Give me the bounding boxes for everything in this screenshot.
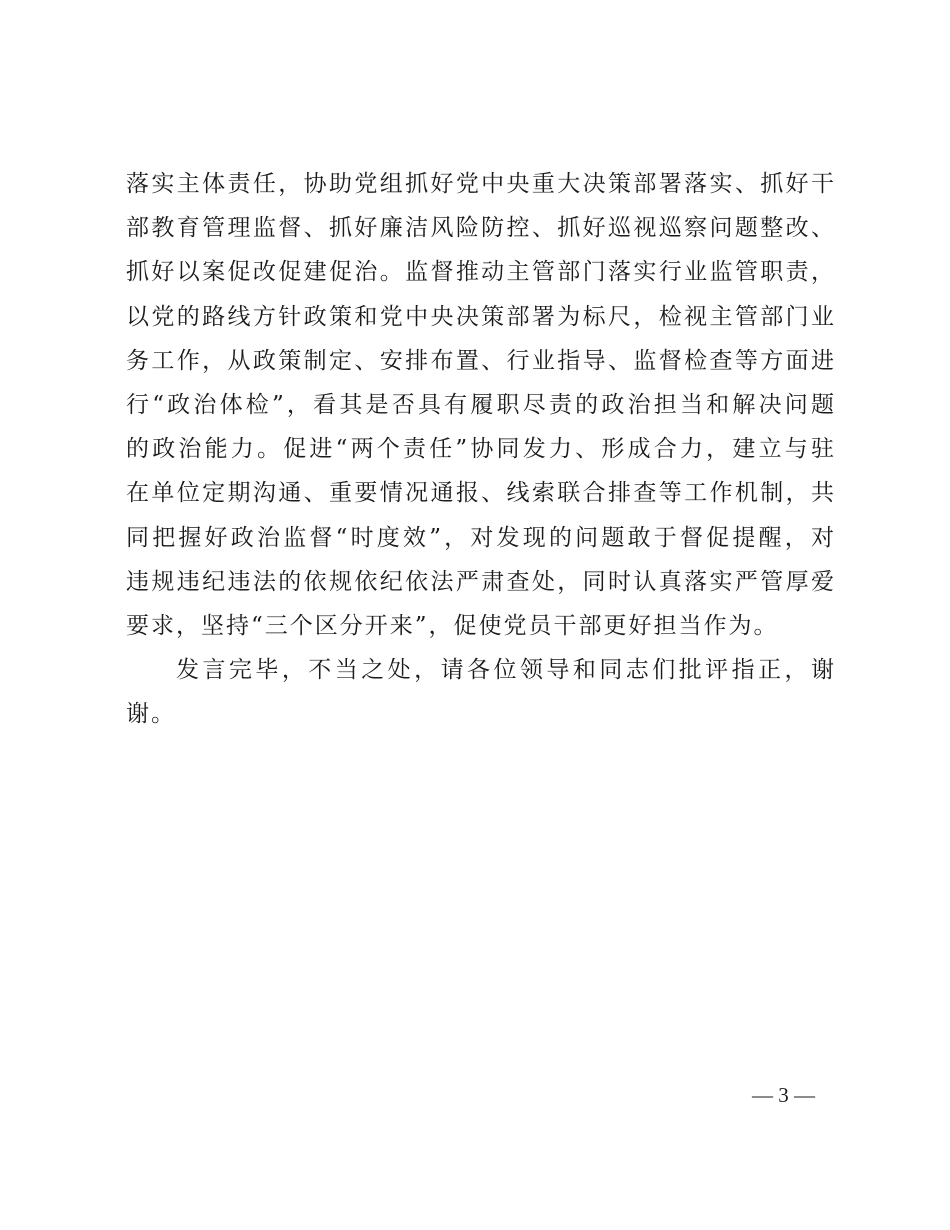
text-line: 在单位定期沟通、重要情况通报、线索联合排查等工作机制，共 (126, 480, 836, 507)
text-line: 落实主体责任，协助党组抓好党中央重大决策部署落实、抓好干 (126, 171, 836, 197)
text-line: 违规违纪违法的依规依纪依法严肃查处，同时认真落实严管厚爱 (126, 568, 836, 595)
text-line: 发言完毕，不当之处，请各位领导和同志们批评指正，谢 (176, 657, 836, 684)
text-line: 部教育管理监督、抓好廉洁风险防控、抓好巡视巡察问题整改、 (126, 215, 836, 242)
text-line: 的政治能力。促进“两个责任”协同发力、形成合力，建立与驻 (126, 436, 836, 463)
paragraph-closing (126, 648, 836, 736)
paragraph-responsibility (126, 162, 836, 648)
text-line: 同把握好政治监督“时度效”，对发现的问题敢于督促提醒，对 (126, 524, 836, 551)
text-line: 抓好以案促改促建促治。监督推动主管部门落实行业监管职责， (126, 259, 836, 286)
text-line: 谢。 (126, 701, 176, 728)
page-number: — 3 — (752, 1083, 815, 1107)
text-line: 要求，坚持“三个区分开来”，促使党员干部更好担当作为。 (126, 612, 779, 639)
text-line: 以党的路线方针政策和党中央决策部署为标尺，检视主管部门业 (126, 303, 836, 330)
text-line: 行“政治体检”，看其是否具有履职尽责的政治担当和解决问题 (126, 391, 836, 418)
text-line: 务工作，从政策制定、安排布置、行业指导、监督检查等方面进 (126, 347, 836, 374)
document-body (126, 162, 836, 736)
